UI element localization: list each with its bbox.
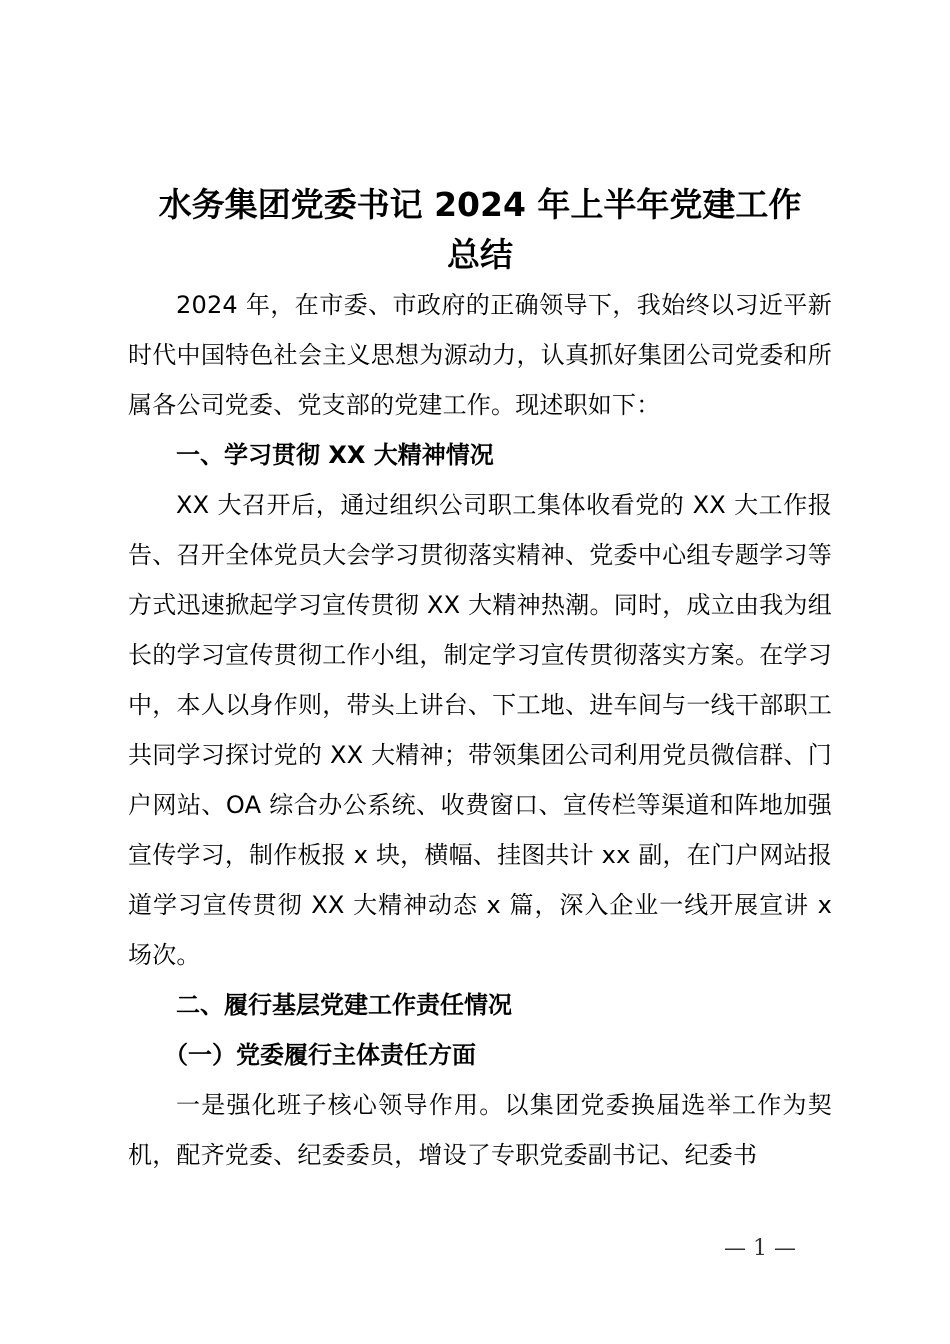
title-line-1: 水务集团党委书记 2024 年上半年党建工作 [158, 185, 802, 224]
section-1-paragraph: XX 大召开后，通过组织公司职工集体收看党的 XX 大工作报告、召开全体党员大会学习贯彻落实精神、党委中心组专题学习等方式迅速掀起学习宣传贯彻 XX 大精神热潮。同时，成立由我为组长的学习宣传贯彻工作小组，制定学习宣传贯彻落实方案。在学习中，本人以身作则，带头上讲台、下工地、进车间与一线干部职工共同学习探讨党的 XX 大精神；带领集团公司利用党员微信群、门户网站、OA 综合办公系统、收费窗口、宣传栏等渠道和阵地加强宣传学习，制作板报 x 块，横幅、挂图共计 xx 副，在门户网站报道学习宣传贯彻 XX 大精神动态 x 篇，深入企业一线开展宣讲 x 场次。 [128, 491, 832, 969]
document-title [128, 180, 832, 280]
subsection-heading-1: （一）党委履行主体责任方面 [164, 1041, 476, 1069]
subsection-1-paragraph: 一是强化班子核心领导作用。以集团党委换届选举工作为契机，配齐党委、纪委委员，增设了专职党委副书记、纪委书 [128, 1091, 832, 1169]
title-line-2: 总结 [447, 235, 513, 274]
page-number: — 1 — [724, 1236, 796, 1261]
section-heading-2: 二、履行基层党建工作责任情况 [176, 991, 512, 1019]
intro-paragraph: 2024 年，在市委、市政府的正确领导下，我始终以习近平新时代中国特色社会主义思想为源动力，认真抓好集团公司党委和所属各公司党委、党支部的党建工作。现述职如下： [128, 291, 832, 419]
section-heading-1: 一、学习贯彻 XX 大精神情况 [176, 441, 494, 469]
document-body [128, 280, 832, 1180]
